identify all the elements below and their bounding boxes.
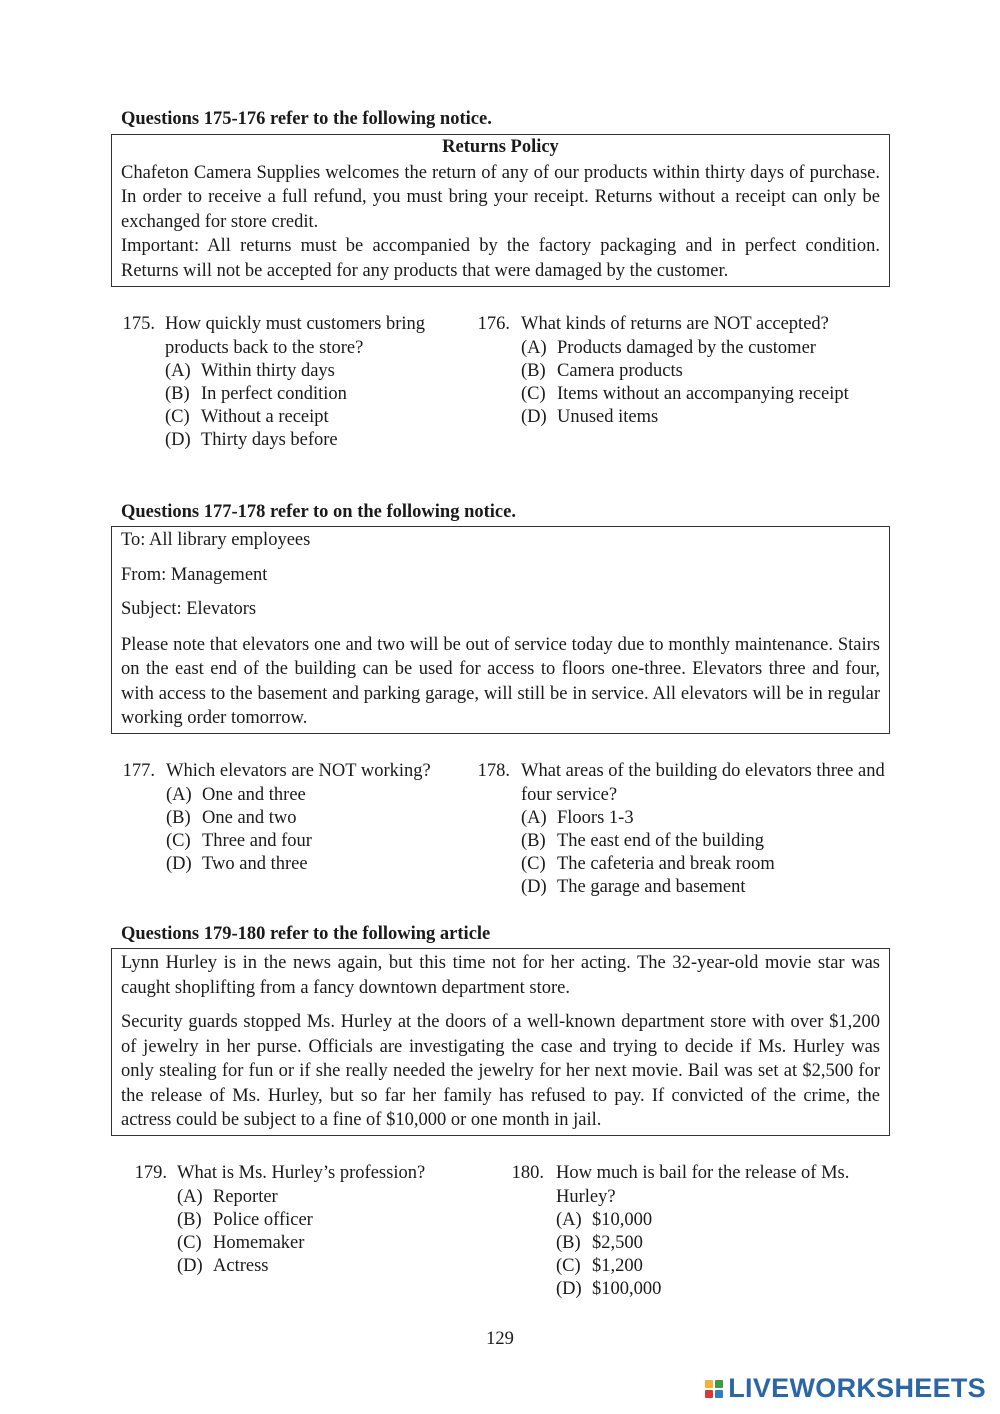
answer-option-a[interactable]: (A) Reporter: [177, 1186, 278, 1207]
answer-option-a[interactable]: (A) Floors 1-3: [521, 808, 634, 828]
answer-option-d[interactable]: (D) Two and three: [166, 853, 308, 874]
notice-title: Returns Policy: [442, 137, 559, 157]
section-heading-175-176: Questions 175-176 refer to the following notice.: [121, 109, 492, 129]
question-text: What kinds of returns are NOT accepted?: [521, 314, 829, 334]
logo-text: LIVEWORKSHEETS: [728, 1373, 986, 1404]
answer-option-c[interactable]: (C) $1,200: [556, 1256, 643, 1276]
answer-option-b[interactable]: (B) $2,500: [556, 1233, 643, 1253]
memo-paragraph: Please note that elevators one and two will be out of service today due to monthly maintenance. Stairs on the east end of the building can be used for access to floors one-three. Elevators three and four, with access to the basement and parking garage, will still be in service. All elevators will be in regular working order tomorrow.: [121, 634, 880, 728]
memo-from: From: Management: [121, 564, 268, 585]
notice-paragraph: Chafeton Camera Supplies welcomes the return of any of our products within thirty days of purchase. In order to receive a full refund, you must bring your receipt. Returns without a receipt can only be exchanged for store credit.: [121, 162, 880, 232]
answer-option-a[interactable]: (A) Within thirty days: [165, 361, 335, 381]
page-number: 129: [486, 1329, 514, 1349]
question-text: How quickly must customers bring products back to the store?: [165, 314, 426, 358]
answer-option-c[interactable]: (C) Items without an accompanying receipt: [521, 383, 849, 404]
elevator-notice: [111, 526, 890, 734]
returns-policy-notice: [111, 134, 890, 287]
liveworksheets-logo[interactable]: [705, 1374, 986, 1404]
section-heading-179-180: Questions 179-180 refer to the following article: [121, 924, 491, 944]
answer-option-b[interactable]: (B) One and two: [166, 807, 297, 828]
question-number: 180.: [511, 1163, 544, 1183]
answer-option-b[interactable]: (B) The east end of the building: [521, 831, 765, 851]
section-heading-177-178: Questions 177-178 refer to on the following notice.: [121, 502, 516, 522]
logo-squares-icon: [705, 1380, 723, 1398]
question-number: 175.: [122, 314, 155, 334]
memo-subject: Subject: Elevators: [121, 599, 257, 619]
question-number: 178.: [477, 761, 510, 781]
answer-option-d[interactable]: (D) Unused items: [521, 406, 659, 427]
answer-option-a[interactable]: (A) $10,000: [556, 1210, 653, 1230]
news-article: [111, 948, 890, 1136]
question-text: What areas of the building do elevators three and four service?: [521, 761, 885, 805]
question-number: 179.: [134, 1163, 167, 1183]
answer-option-c[interactable]: (C) Three and four: [166, 830, 312, 851]
answer-option-c[interactable]: (C) Homemaker: [177, 1232, 305, 1253]
article-paragraph: Security guards stopped Ms. Hurley at the doors of a well-known department store with over $1,200 of jewelry in her purse. Officials are investigating the case and trying to decide if Ms. Hurley was only stealing for fun or if she really needed the jewelry for her next movie. Bail was set at $2,500 for the release of Ms. Hurley, but so far her family has refused to pay. If convicted of the crime, the actress could be subject to a fine of $10,000 or one month in jail.: [121, 1012, 880, 1130]
article-paragraph: Lynn Hurley is in the news again, but this time not for her acting. The 32-year-old movie star was caught shoplifting from a fancy downtown department store.: [121, 953, 880, 998]
answer-option-c[interactable]: (C) The cafeteria and break room: [521, 854, 775, 874]
question-text: Which elevators are NOT working?: [166, 761, 431, 781]
question-text: How much is bail for the release of Ms. Hurley?: [556, 1163, 850, 1207]
answer-option-d[interactable]: (D) Actress: [177, 1255, 269, 1276]
answer-option-b[interactable]: (B) Police officer: [177, 1209, 313, 1230]
answer-option-a[interactable]: (A) One and three: [166, 784, 306, 805]
answer-option-b[interactable]: (B) In perfect condition: [165, 384, 347, 404]
answer-option-d[interactable]: (D) Thirty days before: [165, 430, 338, 450]
answer-option-b[interactable]: (B) Camera products: [521, 360, 683, 381]
question-number: 176.: [477, 314, 510, 334]
memo-to: To: All library employees: [121, 530, 311, 550]
answer-option-d[interactable]: (D) $100,000: [556, 1279, 662, 1299]
question-text: What is Ms. Hurley’s profession?: [177, 1163, 426, 1183]
answer-option-d[interactable]: (D) The garage and basement: [521, 877, 746, 897]
question-number: 177.: [122, 761, 155, 781]
answer-option-c[interactable]: (C) Without a receipt: [165, 407, 329, 427]
answer-option-a[interactable]: (A) Products damaged by the customer: [521, 337, 816, 358]
notice-paragraph: Important: All returns must be accompanied by the factory packaging and in perfect condition. Returns will not be accepted for any products that were damaged by the customer.: [121, 236, 880, 281]
